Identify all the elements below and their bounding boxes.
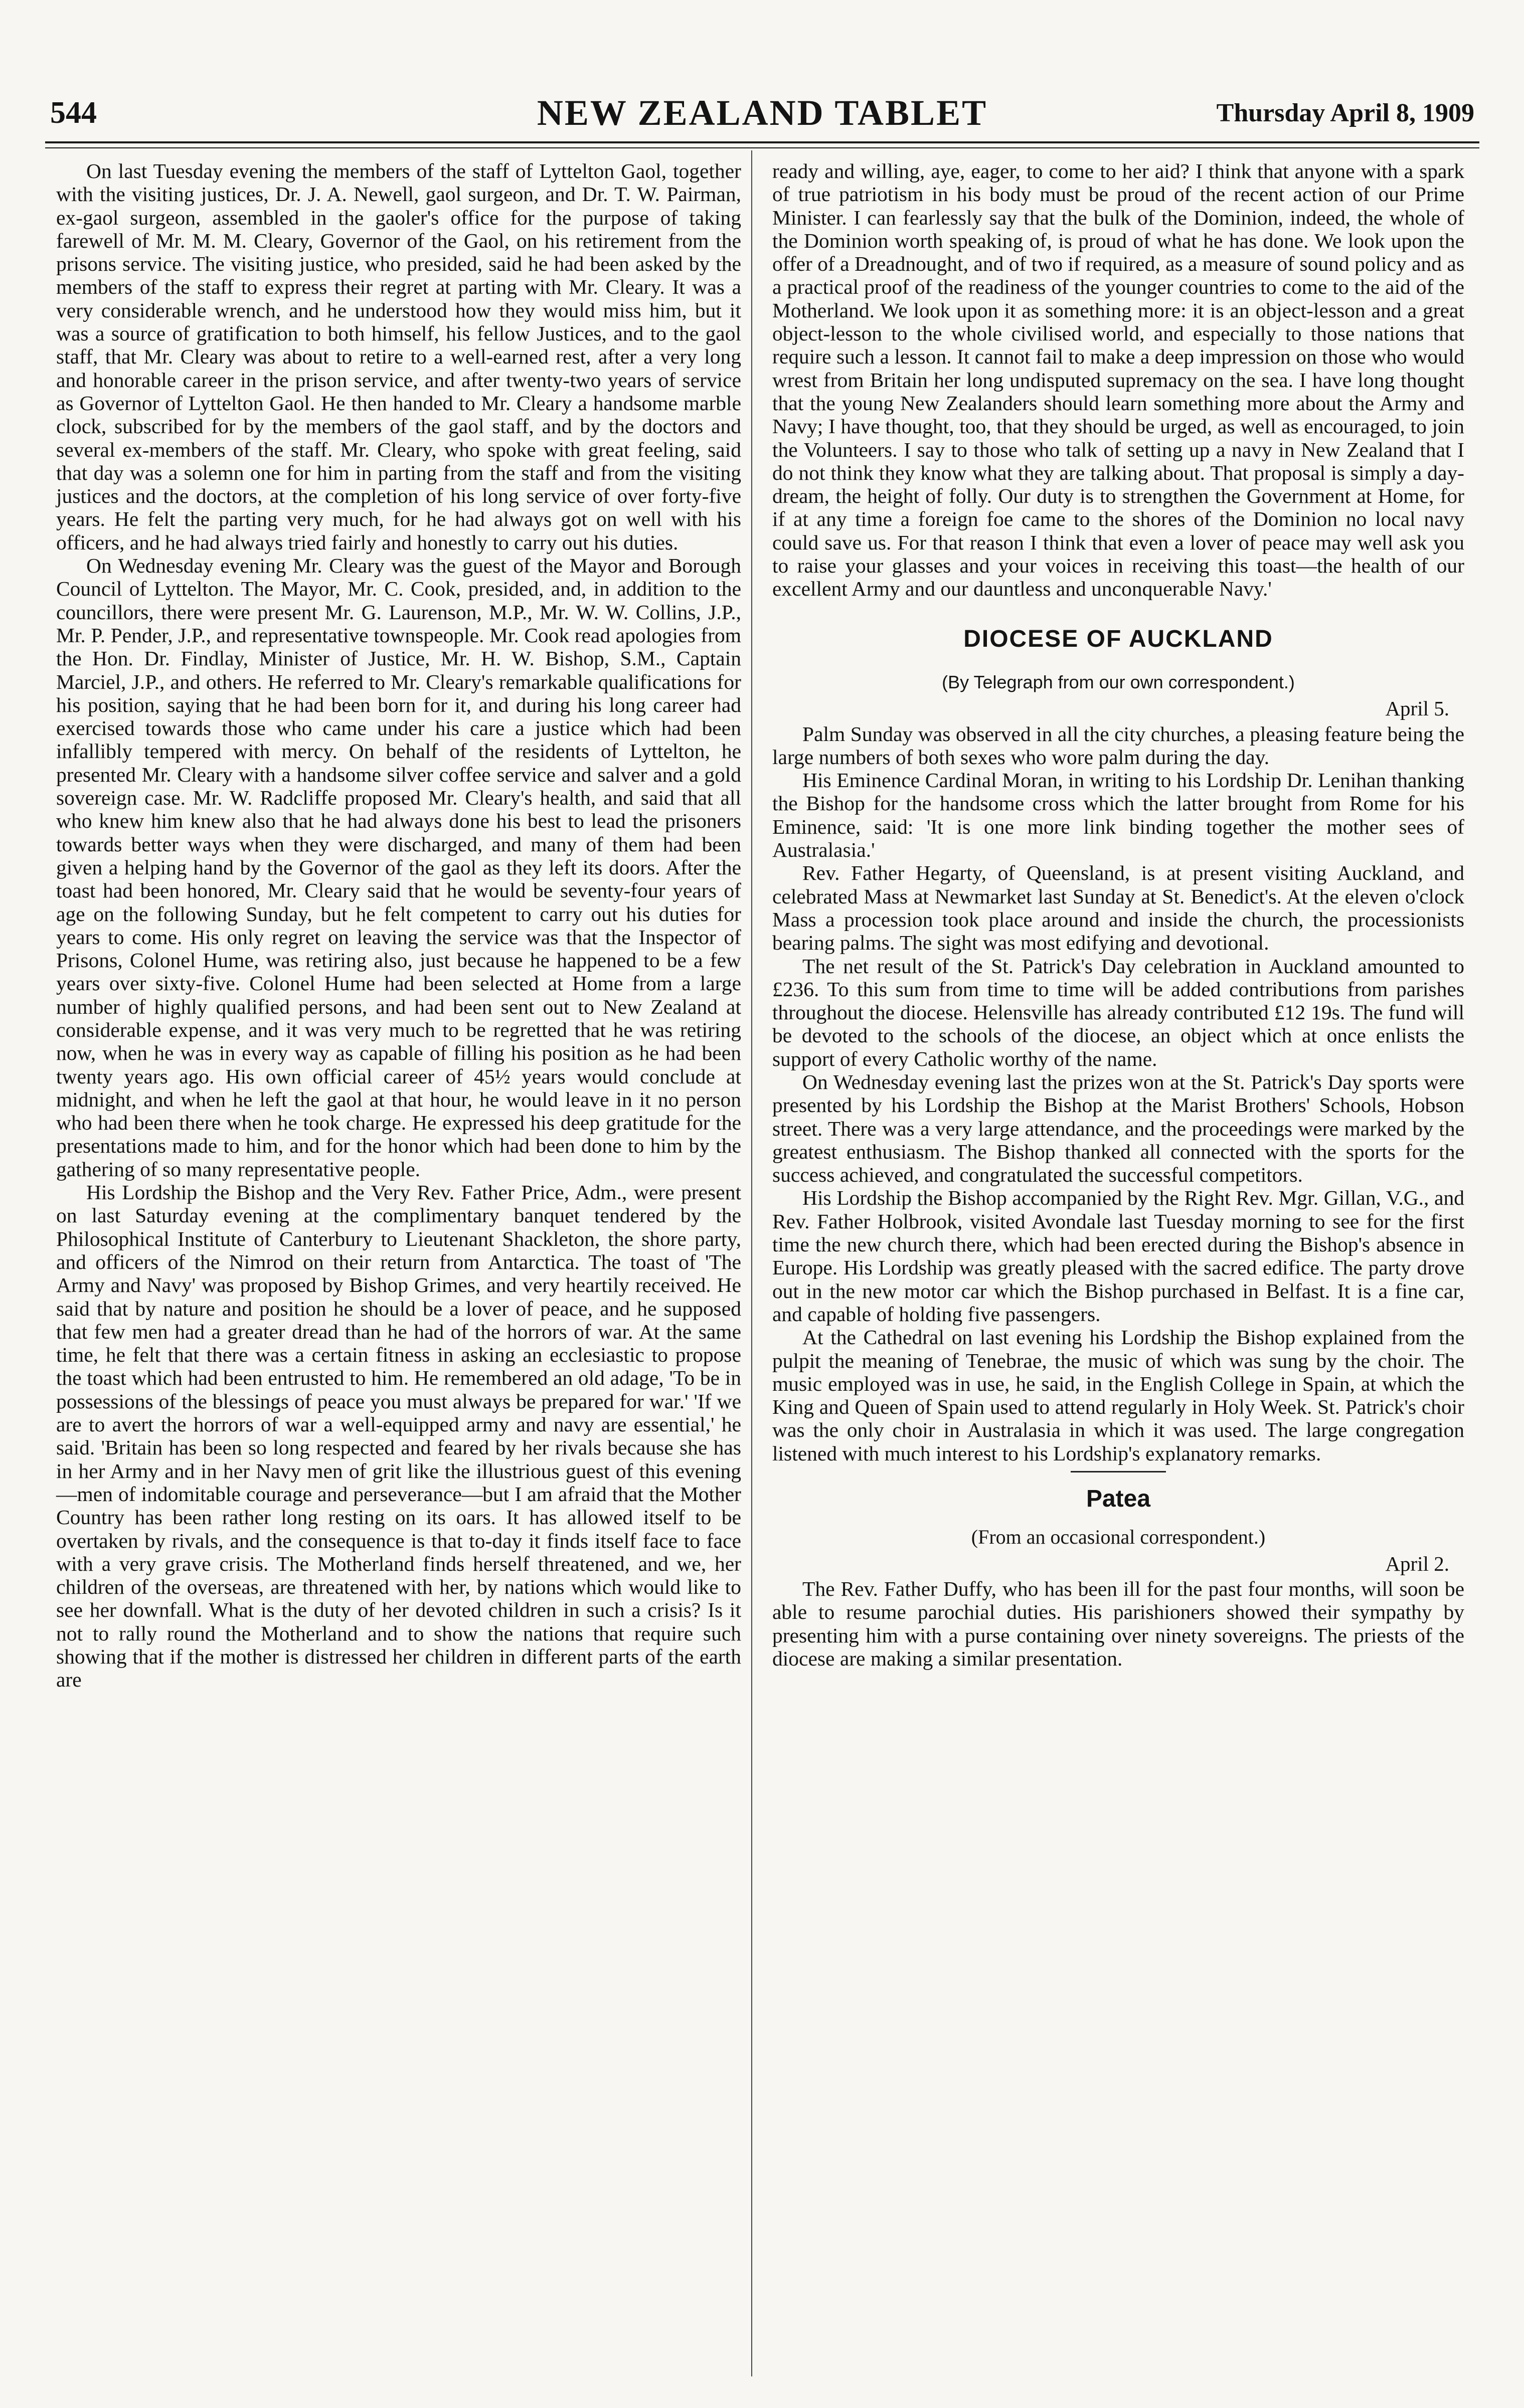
auckland-paragraph: His Eminence Cardinal Moran, in writing to his Lordship Dr. Lenihan thanking the Bishop for the handsome cross which the latter brought from Rome for his Eminence, said: 'It is one more link binding together the mother sees of Australasia.': [772, 769, 1464, 862]
auckland-paragraph: Rev. Father Hegarty, of Queensland, is at present visiting Auckland, and celebrated Mass at Newmarket last Sunday at St. Benedict's. At the eleven o'clock Mass a procession took place around and inside the church, the processionists bearing palms. The sight was most edifying and devotional.: [772, 861, 1464, 955]
auckland-date: April 5.: [1385, 697, 1449, 720]
section-divider: [1071, 1471, 1166, 1472]
auckland-paragraph: Palm Sunday was observed in all the city churches, a pleasing feature being the large numbers of both sexes who wore palm during the day.: [772, 722, 1464, 769]
article-paragraph: On Wednesday evening Mr. Cleary was the guest of the Mayor and Borough Council of Lyttelton. The Mayor, Mr. C. Cook, presided, and, in addition to the councillors, there were present Mr. G. Laurenson, M.P., Mr. W. W. Collins, J.P., Mr. P. Pender, J.P., and representative townspeople. Mr. Cook read apologies from the Hon. Dr. Findlay, Minister of Justice, Mr. H. W. Bishop, S.M., Captain Marciel, J.P., and others. He referred to Mr. Cleary's remarkable qualifications for his position, saying that he had been born for it, and during his long career had exercised towards those who came under his care a justice which had been infallibly tempered with mercy. On behalf of the residents of Lyttelton, he presented Mr. Cleary with a handsome silver coffee service and salver and a gold sovereign case. Mr. W. Radcliffe proposed Mr. Cleary's health, and said that all who knew him knew also that he had always done his best to lead the prisoners towards better ways when they were discharged, and many of them had been given a helping hand by the Governor of the gaol as they left its doors. After the toast had been honored, Mr. Cleary said that he would be seventy-four years of age on the following Sunday, but he felt competent to carry out his duties for years to come. His only regret on leaving the service was that the Inspector of Prisons, Colonel Hume, was retiring also, just because he happened to be a few years over sixty-five. Colonel Hume had been selected at Home from a large number of highly qualified persons, and had been sent out to New Zealand at considerable expense, and it was very much to be regretted that he was retiring now, when he was in every way as capable of filling his position as he had been twenty years ago. His own official career of 45½ years would conclude at midnight, and when he left the gaol at that hour, he would leave in it no person who had been there when he took charge. He expressed his deep gratitude for the presentations made to him, and for the honor which had been done to him by the gathering of so many representative people.: [56, 554, 741, 1181]
auckland-paragraph: His Lordship the Bishop accompanied by the Right Rev. Mgr. Gillan, V.G., and Rev. Father Holbrook, visited Avondale last Tuesday morning to see for the first time the new church there, which had been erected during the Bishop's absence in Europe. His Lordship was greatly pleased with the sacred edifice. The party drove out in the new motor car which the Bishop purchased in Belfast. It is a fine car, and capable of holding five passengers.: [772, 1186, 1464, 1326]
patea-paragraph: The Rev. Father Duffy, who has been ill for the past four months, will soon be able to resume parochial duties. His parishioners showed their sympathy by presenting him with a purse containing over ninety sovereigns. The priests of the diocese are making a similar presentation.: [772, 1577, 1464, 1670]
section-heading-patea: Patea: [1086, 1486, 1151, 1513]
header-rule: [45, 141, 1479, 148]
page-header: [50, 95, 1474, 140]
masthead-title: NEW ZEALAND TABLET: [537, 93, 988, 133]
section-heading-auckland: DIOCESE OF AUCKLAND: [963, 625, 1273, 652]
page-number: 544: [50, 96, 97, 130]
column-divider: [751, 150, 752, 2376]
continued-paragraph: ready and willing, aye, eager, to come to her aid? I think that anyone with a spark of true patriotism in his body must be proud of the recent action of our Prime Minister. I can fearlessly say that the bulk of the Dominion, indeed, the whole of the Dominion worth speaking of, is proud of what he has done. We look upon the offer of a Dreadnought, and of two if required, as a measure of sound policy and as a practical proof of the readiness of the younger countries to come to the aid of the Motherland. We look upon it as something more: it is an object-lesson and a great object-lesson to the whole civilised world, and especially to those nations that require such a lesson. It cannot fail to make a deep impression on those who would wrest from Britain her long undisputed supremacy on the sea. I have long thought that the young New Zealanders should learn something more about the Army and Navy; I have thought, too, that they should be urged, as well as encouraged, to join the Volunteers. I say to those who talk of setting up a navy in New Zealand that I do not think they know what they are talking about. That proposal is simply a day-dream, the height of folly. Our duty is to strengthen the Government at Home, for if at any time a foreign foe came to the shores of the Dominion no local navy could save us. For that reason I think that even a lover of peace may well ask you to raise your glasses and your voices in receiving this toast—the health of our excellent Army and our dauntless and unconquerable Navy.': [772, 159, 1464, 601]
auckland-paragraph: The net result of the St. Patrick's Day celebration in Auckland amounted to £236. To this sum from time to time will be added contributions from parishes throughout the diocese. Helensville has already contributed £12 19s. The fund will be devoted to the schools of the diocese, an object which at once enlists the support of every Catholic worthy of the name.: [772, 954, 1464, 1070]
article-paragraph: On last Tuesday evening the members of the staff of Lyttelton Gaol, together with the visiting justices, Dr. J. A. Newell, gaol surgeon, and Dr. T. W. Pairman, ex-gaol surgeon, assembled in the gaoler's office for the purpose of taking farewell of Mr. M. M. Cleary, Governor of the Gaol, on his retirement from the prisons service. The visiting justice, who presided, said he had been asked by the members of the staff to express their regret at parting with Mr. Cleary. It was a very considerable wrench, and he understood how they would miss him, but it was a source of gratification to both himself, his fellow Justices, and to the gaol staff, that Mr. Cleary was about to retire to a well-earned rest, after a very long and honorable career in the prison service, and after twenty-two years of service as Governor of Lyttelton Gaol. He then handed to Mr. Cleary a handsome marble clock, subscribed for by the members of the gaol staff, and by the doctors and several ex-members of the staff. Mr. Cleary, who spoke with great feeling, said that day was a solemn one for him in parting from the staff and from the visiting justices and the doctors, at the completion of his long service of over forty-five years. He felt the parting very much, for he had always got on well with his officers, and he had always tried fairly and honestly to carry out his duties.: [56, 159, 741, 554]
auckland-paragraph: At the Cathedral on last evening his Lordship the Bishop explained from the pulpit the meaning of Tenebrae, the music of which was sung by the choir. The music employed was in use, he said, in the English College in Spain, at which the King and Queen of Spain used to attend regularly in Holy Week. St. Patrick's choir was the only choir in Australasia in which it was used. The large congregation listened with much interest to his Lordship's explanatory remarks.: [772, 1326, 1464, 1465]
auckland-byline: (By Telegraph from our own correspondent.): [942, 671, 1295, 692]
patea-date: April 2.: [1385, 1552, 1449, 1575]
article-paragraph: His Lordship the Bishop and the Very Rev. Father Price, Adm., were present on last Saturday evening at the complimentary banquet tendered by the Philosophical Institute of Canterbury to Lieutenant Shackleton, the shore party, and officers of the Nimrod on their return from Antarctica. The toast of 'The Army and Navy' was proposed by Bishop Grimes, and very heartily received. He said that by nature and position he should be a lover of peace, and he supposed that few men had a greater dread than he had of the horrors of war. At the same time, he felt that there was a certain fitness in asking an ecclesiastic to propose the toast which had been entrusted to him. He remembered an old adage, 'To be in possessions of the blessings of peace you must always be prepared for war.' 'If we are to avert the horrors of war a well-equipped army and navy are essential,' he said. 'Britain has been so long respected and feared by her rivals because she has in her Army and in her Navy men of grit like the illustrious guest of this evening—men of indomitable courage and perseverance—but I am afraid that the Mother Country has been rather long resting on its oars. It has allowed itself to be overtaken by rivals, and the consequence is that to-day it finds itself face to face with a very grave crisis. The Motherland finds herself threatened, and we, her children of the overseas, are threatened with her, by nations which would like to see her downfall. What is the duty of her devoted children in such a crisis? Is it not to rally round the Motherland and to show the nations that require such showing that if the mother is distressed her children in different parts of the earth are: [56, 1181, 741, 1692]
issue-date: Thursday April 8, 1909: [1216, 99, 1474, 127]
left-column: [56, 159, 741, 1692]
patea-byline: (From an occasional correspondent.): [971, 1526, 1266, 1549]
right-column: [772, 159, 1464, 1670]
auckland-paragraph: On Wednesday evening last the prizes won at the St. Patrick's Day sports were presented by his Lordship the Bishop at the Marist Brothers' Schools, Hobson street. There was a very large attendance, and the proceedings were marked by the greatest enthusiasm. The Bishop thanked all connected with the sports for the success achieved, and congratulated the successful competitors.: [772, 1070, 1464, 1187]
